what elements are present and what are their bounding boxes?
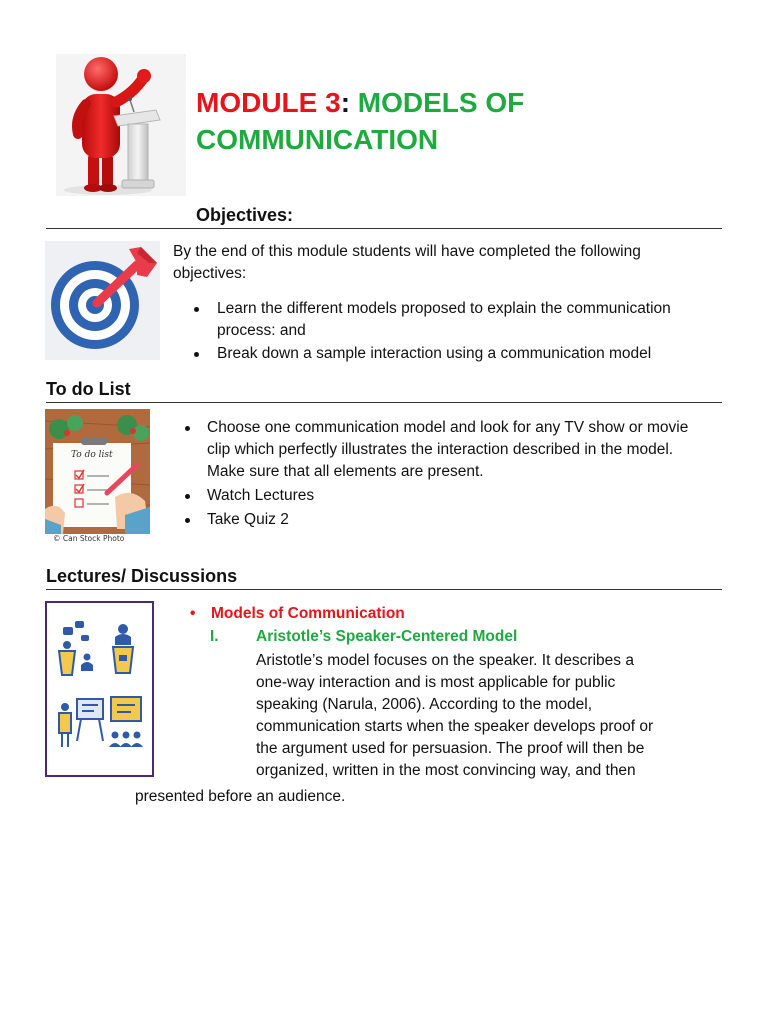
lecture-topic-title: Models of Communication [211,605,405,622]
list-item: Break down a sample interaction using a communication model [173,343,733,365]
presentation-icons-illustration [45,601,154,777]
objectives-intro: By the end of this module students will have completed the following objectives: [173,243,641,282]
objectives-heading: Objectives: [196,205,294,225]
lecture-topic-bullet [190,603,690,625]
subsection-title: Aristotle’s Speaker-Centered Model [256,628,518,645]
paragraph-last-line: presented before an audience. [135,788,346,805]
title-topic: MODELS OF COMMUNICATION [196,87,525,155]
title-module-number: MODULE 3 [196,87,341,118]
lectures-divider [46,589,722,590]
title-colon: : [340,87,351,118]
lecture-paragraph [256,650,716,782]
objectives-divider [46,228,722,229]
target-illustration [45,241,160,360]
paragraph-line: one-way interaction and is most applicable for public [256,674,616,691]
page-title [196,84,636,158]
paragraph-line: Aristotle’s model focuses on the speaker. It describes a [256,652,634,669]
to-do-list-handwriting: To do list [71,450,113,460]
paragraph-line: organized, written in the most convincing way, and then [256,762,636,779]
image-credit-caption: © Can Stock Photo [53,534,125,543]
speaker-podium-illustration [56,54,186,196]
objectives-list [173,298,733,365]
lectures-heading: Lectures/ Discussions [46,566,238,586]
list-item: Learn the different models proposed to explain the communication process: and [173,298,733,342]
subsection-number: I. [210,628,219,645]
todo-heading: To do List [46,379,131,399]
bullet-dot: • [190,605,196,622]
lecture-subsection [210,626,710,648]
todo-divider [46,402,722,403]
list-item: Watch Lectures [173,485,713,507]
paragraph-line: speaking (Narula, 2006). According to the model, [256,696,593,713]
todo-list-illustration [45,409,150,544]
paragraph-line: communication starts when the speaker develops proof or [256,718,654,735]
paragraph-line: the argument used for persuasion. The proof will then be [256,740,645,757]
todo-items-list [173,417,713,531]
list-item: Choose one communication model and look for any TV show or movie clip which perfectly illustrates the interaction described in the model. Make sure that all elements are present. [173,417,713,483]
list-item: Take Quiz 2 [173,509,713,531]
